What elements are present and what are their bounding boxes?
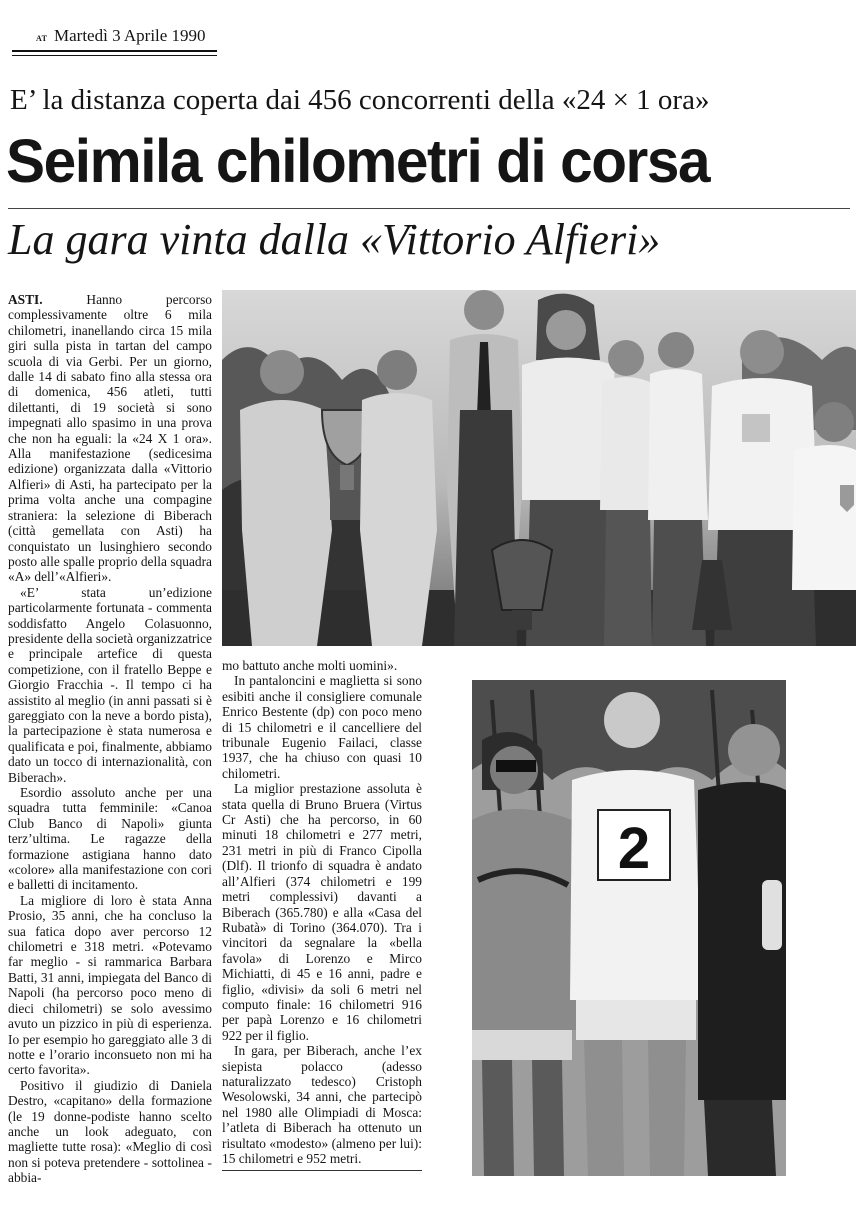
bib-number: 2 (617, 816, 651, 881)
masthead (12, 24, 217, 54)
paragraph: La migliore di loro è stata Anna Prosio, 35 anni, che ha concluso la sua fatica dopo aver percorso 12 chilometri e 318 metri. «Potevamo far meglio - si rammarica Barbara Batti, 31 anni, impiegata del Banco di Napoli (ha percorso poco meno di dieci chilometri) se solo avessimo avuto un pizzico in più di esperienza. Io per esempio ho gareggiato alle 3 di notte e l’orario inconsueto non mi ha certo favorita». (8, 892, 212, 1078)
masthead-rule-thin (12, 55, 217, 56)
paragraph-text: Hanno percorso complessivamente oltre 6 mila chilometri, inanellando circa 15 mila giri sulla pista in tartan del campo scuola di via Gerbi. Per un giorno, dalle 14 di sabato fino alla stessa ora di domenica, 456 atleti, tutti dilettanti, di 19 società si sono impegnati allo spasimo in una prova che non ha eguali: la «24 X 1 ora». Alla manifestazione (sedicesima edizione) organizzata dalla «Vittorio Alfieri» di Asti, ha partecipato per la prima volta anche una compagine straniera: la selezione di Biberach (città gemellata con Asti) ha conquistato un lusinghiero secondo posto alle spalle proprio della squadra «A» dell’«Alfieri». (8, 292, 212, 585)
paragraph (8, 292, 212, 585)
issue-date: Martedì 3 Aprile 1990 (54, 26, 206, 45)
masthead-rule (12, 50, 217, 52)
article-subhead: La gara vinta dalla «Vittorio Alfieri» (8, 215, 661, 264)
paragraph: La miglior prestazione assoluta è stata quella di Bruno Bruera (Virtus Cr Asti) che ha percorso, in 60 minuti 18 chilometri e 277 metri, 231 metri in più di Franco Cipolla (Dlf). Il trionfo di squadra è andato all’Alfieri (374 chilometri e 199 metri complessivi) davanti a Biberach (365.780) e alla «Casa del Rubatà» di Torino (364.070). Tra i vincitori da segnalare la «bella favola» di Lorenzo e Mirco Michiatti, di 45 e 16 anni, padre e figlio, «divisi» da soli 6 metri nel computo finale: 16 chilometri 916 per papà Lorenzo e 16 chilometri 922 per il figlio. (222, 781, 422, 1043)
article-column-2 (222, 658, 422, 1166)
paragraph: In gara, per Biberach, anche l’ex siepista polacco (adesso naturalizzato tedesco) Cristoph Wesolowski, 34 anni, che partecipò nel 1980 alle Olimpiadi di Mosca: l’atleta di Biberach ha ottenuto un risultato «modesto» (almeno per lui): 15 chilometri e 952 metri. (222, 1043, 422, 1166)
paragraph: Esordio assoluto anche per una squadra tutta femminile: «Canoa Club Banco di Napoli» giunta terz’ultima. Le ragazze della formazione astigiana hanno dato «colore» alla manifestazione con cori e balletti di incitamento. (8, 785, 212, 893)
article-headline: Seimila chilometri di corsa (6, 127, 710, 195)
paragraph: «E’ stata un’edizione particolarmente fortunata - commenta soddisfatto Angelo Colasuonno, presidente della società organizzatrice e principale artefice di questa competizione, con il fratello Beppe e Giorgio Fracchia -. Il tempo ci ha assistito al meglio (in anni passati si è gareggiato con la neve a bordo pista), la partecipazione è stata numerosa e qualificata e poi, finalmente, abbiamo dato un tocco di internazionalità, con Biberach». (8, 584, 212, 785)
article-kicker: E’ la distanza coperta dai 456 concorrenti della «24 × 1 ora» (10, 84, 710, 116)
paragraph: mo battuto anche molti uomini». (222, 658, 398, 673)
article-column-1 (8, 292, 212, 1186)
paragraph: In pantaloncini e maglietta si sono esibiti anche il consigliere comunale Enrico Bestente (dp) con poco meno di 15 chilometri e il cancelliere del tribunale Eugenio Failaci, classe 1937, che ha chiuso con quasi 10 chilometri. (222, 673, 422, 781)
dateline: ASTI. (8, 292, 43, 307)
runners-photo (472, 680, 786, 1176)
column-end-rule (222, 1170, 422, 1171)
team-photo (222, 290, 856, 646)
newspaper-abbreviation: AT (36, 34, 48, 43)
headline-divider (8, 208, 850, 209)
paragraph: Positivo il giudizio di Daniela Destro, «capitano» della formazione (le 19 donne-podiste hanno scelto anche un look adeguato, con magliette tutte rosa): «Meglio di così non si poteva pretendere - sottolinea - abbia- (8, 1077, 212, 1186)
